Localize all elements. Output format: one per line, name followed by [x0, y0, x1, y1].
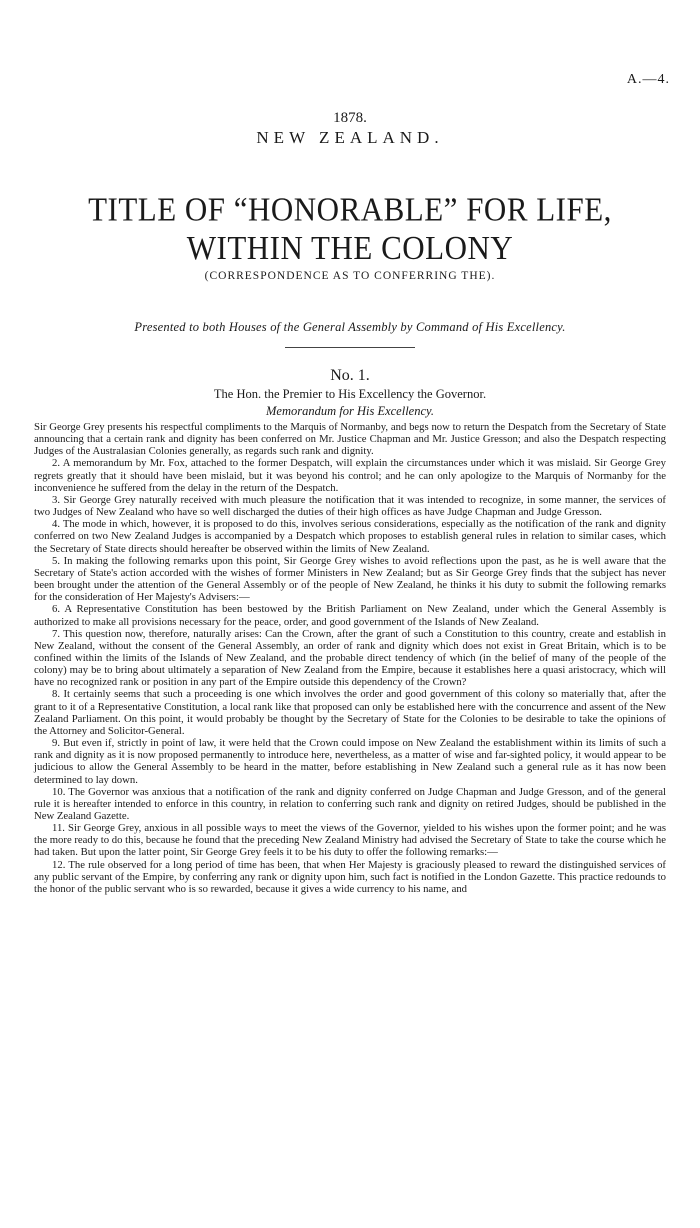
paragraph: 7. This question now, therefore, naturally arises: Can the Crown, after the grant of such a Constitution to this country, create and establish in New Zealand, without the consent of the General Assembly, an order of rank and dignity which does not exist in Great Britain, which is to be confined within the limits of the Islands of New Zealand, and the probable direct tendency of which (in the belief of many of the people of the colony) may be to bring about ultimately a separation of New Zealand from the Empire, because it establishes here a quasi aristocracy, which will have no recognized rank or position in any part of the Empire outside this dependency of the Crown? [34, 627, 666, 689]
document-subtitle: (CORRESPONDENCE AS TO CONFERRING THE). [204, 270, 496, 282]
paragraph: 5. In making the following remarks upon this point, Sir George Grey wishes to avoid reflections upon the past, as he is well aware that the Secretary of State's action accorded with the wishes of former Ministers in New Zealand; but as Sir George Grey finds that the subject has never been brought under the attention of the General Assembly or of the people of New Zealand, he thinks it his duty to submit the following remarks for the consideration of Her Majesty's Advisers:— [34, 554, 666, 604]
paragraph: 8. It certainly seems that such a proceeding is one which involves the order and good government of this colony so materially that, after the grant to it of a Representative Constitution, a local rank like that proposed can only be established here with the concurrence and assent of the New Zealand Parliament. On this point, it would probably be thought by the Secretary of State for the Colonies to be desirable to take the opinions of the Attorney and Solicitor-General. [34, 688, 666, 737]
country-heading: NEW ZEALAND. [256, 128, 444, 147]
memo-heading: Memorandum for His Excellency. [265, 404, 434, 418]
paragraph: 2. A memorandum by Mr. Fox, attached to the former Despatch, will explain the circumstances under which it was mislaid. Sir George Grey regrets greatly that it should have been mislaid, but it was beyond his control; and he can only apologize to the Marquis of Normanby for the inconvenience he suffered from the delay in the return of the Despatch. [34, 457, 666, 494]
paragraph: 3. Sir George Grey naturally received with much pleasure the notification that it was intended to recognize, in some manner, the services of two Judges of New Zealand who have so well discharged the duties of their high offices as have Judge Chapman and Judge Gresson. [34, 493, 666, 519]
year: 1878. [333, 110, 367, 126]
paragraph: 10. The Governor was anxious that a notification of the rank and dignity conferred on Judge Chapman and Judge Gresson, and of the general rule it is hereafter intended to enforce in this country, in relation to conferring such rank and dignity on retired Judges, should be published in the New Zealand Gazette. [34, 785, 666, 822]
document-title: TITLE OF “HONORABLE” FOR LIFE, WITHIN THE COLONY [88, 190, 612, 267]
page-ref: A.—4. [626, 72, 670, 87]
paragraph: 12. The rule observed for a long period of time has been, that when Her Majesty is graciously pleased to reward the distinguished services of any public servant of the Empire, by conferring any rank or dignity upon him, such fact is notified in the London Gazette. This practice redounds to the honor of the public servant who is so rewarded, because it gives a wide currency to his name, and [34, 858, 666, 895]
paragraph: 4. The mode in which, however, it is proposed to do this, involves serious considerations, especially as the notification of the rank and dignity conferred on two New Zealand Judges is accompanied by a Despatch which proposes to establish general rules in relation to similar cases, which the Secretary of State directs should hereafter be observed within the limits of New Zealand. [34, 518, 666, 555]
paragraph: 11. Sir George Grey, anxious in all possible ways to meet the views of the Governor, yielded to his wishes upon the former point; and he was the more ready to do this, because he found that the preceding New Zealand Ministry had advised the Secretary of State to take the course which he had taken. But upon the latter point, Sir George Grey feels it to be his duty to offer the following remarks:— [34, 822, 666, 859]
paragraph: Sir George Grey presents his respectful compliments to the Marquis of Normanby, and begs now to return the Despatch from the Secretary of State announcing that a certain rank and dignity has been conferred on Mr. Justice Chapman and Mr. Justice Gresson; and also the Despatch respecting Judges of the Australasian Colonies generally, as regards such rank and dignity. [34, 421, 666, 458]
from-to-line: The Hon. the Premier to His Excellency the Governor. [213, 387, 487, 401]
body-text [34, 421, 666, 895]
paragraph: 6. A Representative Constitution has been bestowed by the British Parliament on New Zealand, under which the General Assembly is authorized to make all provisions necessary for the peace, order, and good government of the Islands of New Zealand. [34, 603, 666, 628]
divider-rule [285, 347, 415, 348]
document-number: No. 1. [330, 367, 370, 384]
paragraph: 9. But even if, strictly in point of law, it were held that the Crown could impose on New Zealand the establishment within its limits of such a rank and dignity as it is now proposed permanently to introduce here, nevertheless, as a matter of wise and far-sighted policy, it would appear to be judicious to allow the General Assembly to be heard in the matter, before establishing in New Zealand such a general rule as it has now been determined to lay down. [34, 737, 666, 786]
presented-line: Presented to both Houses of the General Assembly by Command of His Excellency. [134, 320, 566, 334]
